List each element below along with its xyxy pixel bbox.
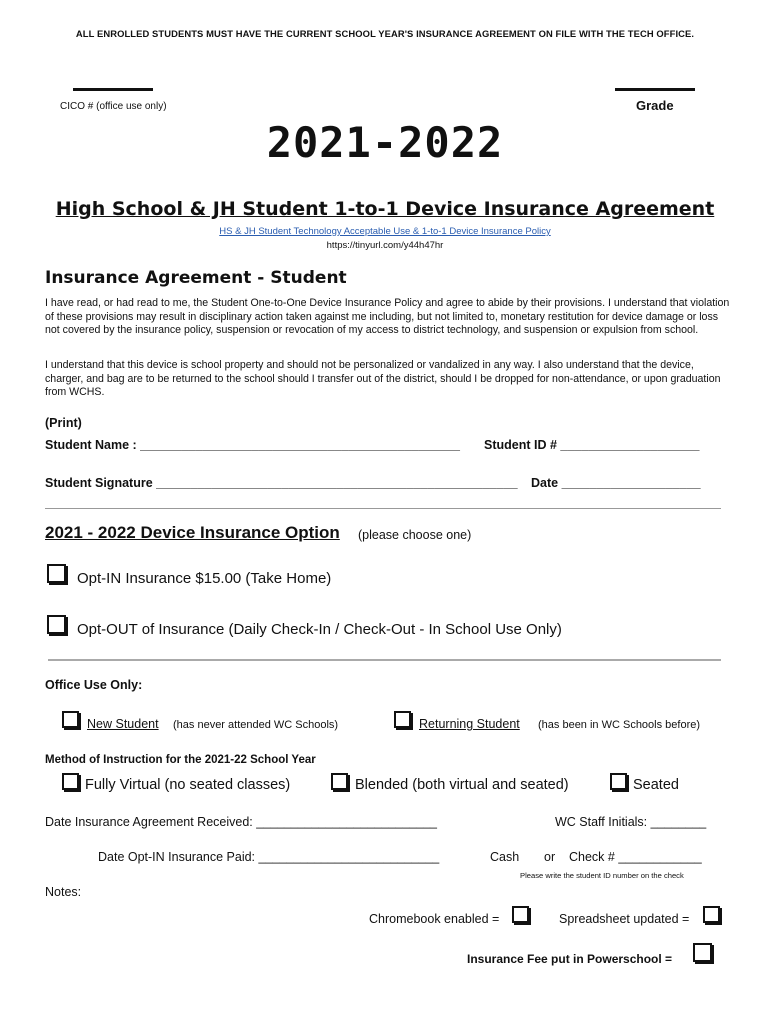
seated-label: Seated — [633, 777, 679, 793]
student-name-field[interactable]: Student Name : ______________________________________________ — [45, 438, 460, 452]
divider — [45, 508, 721, 509]
office-use-heading: Office Use Only: — [45, 678, 143, 692]
blended-checkbox[interactable] — [331, 773, 348, 790]
notes-label: Notes: — [45, 885, 82, 899]
staff-initials-field[interactable]: WC Staff Initials: ________ — [555, 815, 707, 829]
agreement-paragraph-2: I understand that this device is school property and should not be personalized or vandalized in any way. I also understand that the device, charger, and bag are to be returned to the school should I transfer out of the district, should I be dropped for non-attendance, or upon graduation from WCHS. — [45, 359, 721, 399]
returning-student-label: Returning Student — [419, 717, 520, 731]
cico-label: CICO # (office use only) — [60, 101, 167, 112]
blended-label: Blended (both virtual and seated) — [355, 777, 569, 793]
grade-line — [615, 88, 695, 91]
opt-in-checkbox[interactable] — [47, 564, 66, 583]
opt-out-label: Opt-OUT of Insurance (Daily Check-In / Check-Out - In School Use Only) — [77, 621, 562, 638]
date-paid-field[interactable]: Date Opt-IN Insurance Paid: __________________________ — [98, 850, 440, 864]
new-student-label: New Student — [87, 717, 159, 731]
enrollment-notice: ALL ENROLLED STUDENTS MUST HAVE THE CURRENT SCHOOL YEAR'S INSURANCE AGREEMENT ON FILE WITH THE TECH OFFICE. — [75, 28, 695, 39]
powerschool-checkbox[interactable] — [693, 943, 712, 962]
returning-student-note: (has been in WC Schools before) — [538, 719, 701, 731]
divider — [48, 659, 721, 661]
cico-line — [73, 88, 153, 91]
powerschool-label: Insurance Fee put in Powerschool = — [467, 952, 673, 966]
date-received-field[interactable]: Date Insurance Agreement Received: __________________________ — [45, 815, 437, 829]
document-title: High School & JH Student 1-to-1 Device Insurance Agreement — [55, 198, 715, 220]
or-label: or — [544, 850, 556, 864]
student-signature-field[interactable]: Student Signature ____________________________________________________ — [45, 476, 518, 490]
print-label: (Print) — [45, 416, 82, 430]
policy-link[interactable]: HS & JH Student Technology Acceptable Use & 1-to-1 Device Insurance Policy — [219, 226, 551, 237]
new-student-note: (has never attended WC Schools) — [173, 719, 339, 731]
returning-student-checkbox[interactable] — [394, 711, 411, 728]
spreadsheet-updated-checkbox[interactable] — [703, 906, 720, 923]
grade-label: Grade — [636, 98, 674, 113]
opt-out-checkbox[interactable] — [47, 615, 66, 634]
opt-in-label: Opt-IN Insurance $15.00 (Take Home) — [77, 570, 332, 587]
student-id-field[interactable]: Student ID # ____________________ — [484, 438, 700, 452]
agreement-paragraph-1: I have read, or had read to me, the Student One-to-One Device Insurance Policy and agree to abide by their provisions. I understand that violation of these provisions may result in disciplinary action taken against me including, but not limited to, monetary restitution for device damage or loss not covered by the insurance policy, suspension or revocation of my access to district technology, and suspension or expulsion from school. — [45, 297, 730, 337]
policy-url: https://tinyurl.com/y44h47hr — [326, 240, 444, 251]
cash-label: Cash — [490, 850, 520, 864]
agreement-heading: Insurance Agreement - Student — [45, 268, 347, 288]
fully-virtual-label: Fully Virtual (no seated classes) — [85, 777, 291, 793]
check-note: Please write the student ID number on the check — [520, 871, 684, 880]
new-student-checkbox[interactable] — [62, 711, 79, 728]
chromebook-enabled-checkbox[interactable] — [512, 906, 529, 923]
spreadsheet-updated-label: Spreadsheet updated = — [559, 912, 690, 926]
signature-date-field[interactable]: Date ____________________ — [531, 476, 701, 490]
seated-checkbox[interactable] — [610, 773, 627, 790]
insurance-option-subtitle: (please choose one) — [358, 528, 472, 542]
school-year: 2021-2022 — [266, 118, 504, 167]
insurance-option-title: 2021 - 2022 Device Insurance Option — [45, 523, 340, 542]
method-heading: Method of Instruction for the 2021-22 School Year — [45, 754, 316, 766]
check-number-field[interactable]: Check # ____________ — [569, 850, 702, 864]
fully-virtual-checkbox[interactable] — [62, 773, 79, 790]
chromebook-enabled-label: Chromebook enabled = — [369, 912, 500, 926]
